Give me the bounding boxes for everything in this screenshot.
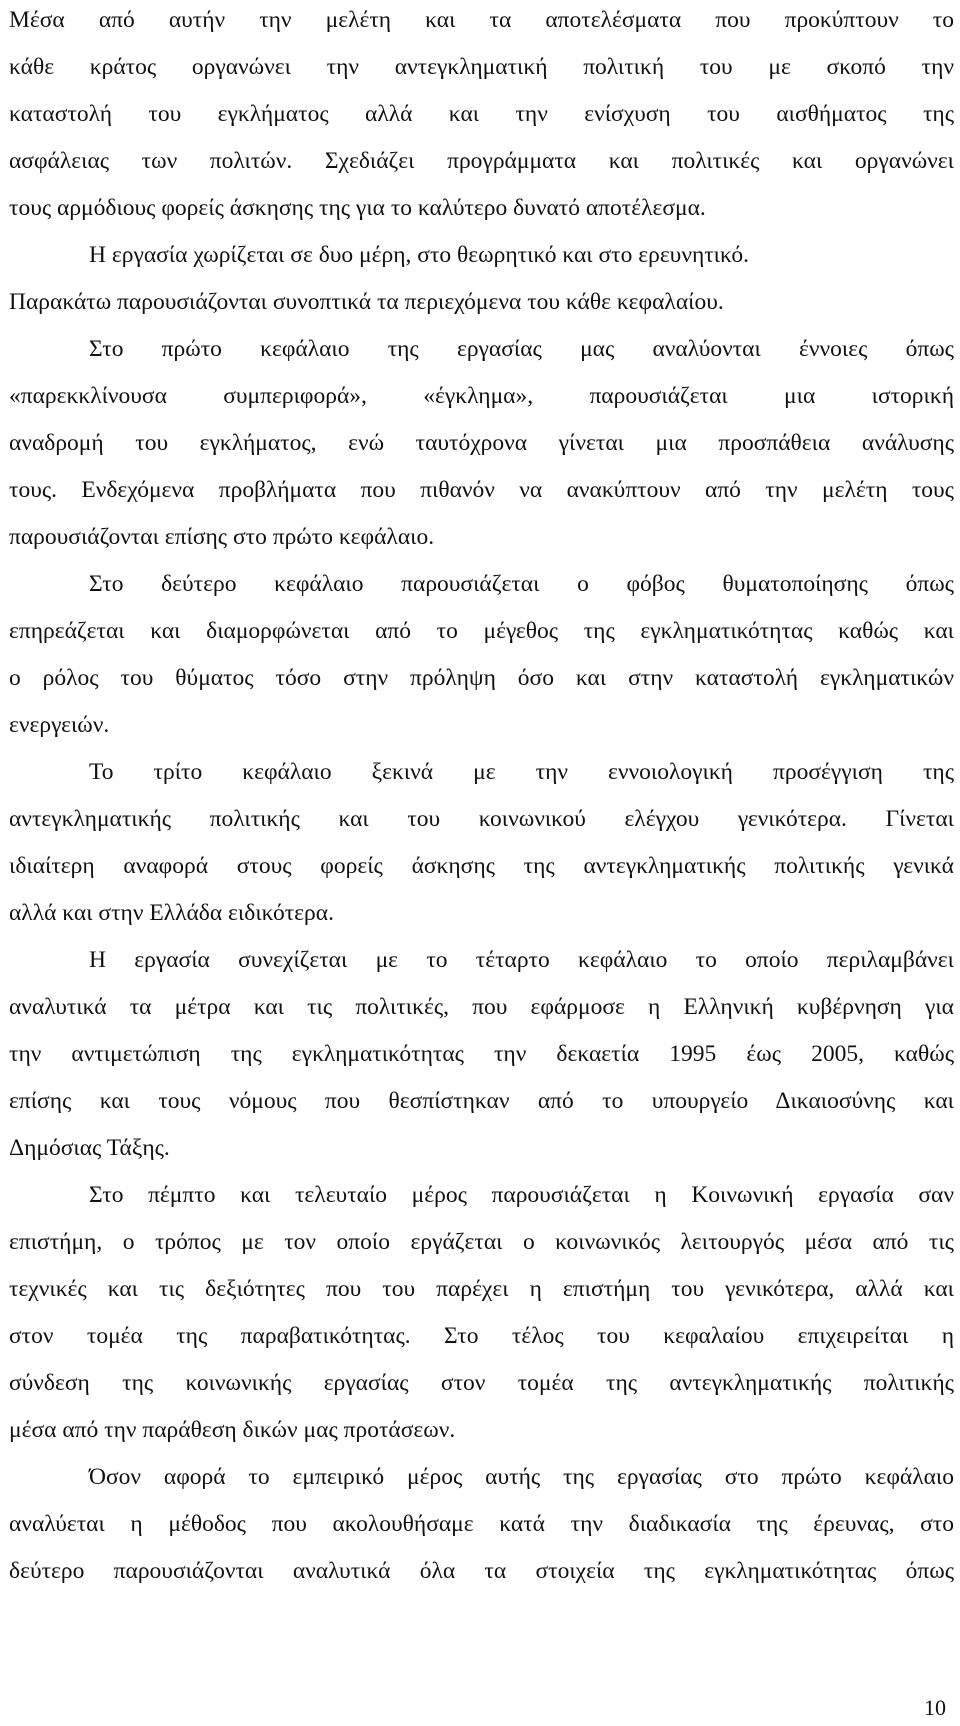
text-line: επηρεάζεται και διαμορφώνεται από το μέγεθος της εγκληματικότητας καθώς και bbox=[9, 618, 954, 644]
text-line: ασφάλειας των πολιτών. Σχεδιάζει προγράμματα και πολιτικές και οργανώνει bbox=[9, 148, 954, 174]
text-line: την αντιμετώπιση της εγκληματικότητας την δεκαετία 1995 έως 2005, καθώς bbox=[9, 1041, 954, 1067]
text-line: αλλά και στην Ελλάδα ειδικότερα. bbox=[9, 900, 334, 926]
text-line: Παρακάτω παρουσιάζονται συνοπτικά τα περιεχόμενα του κάθε κεφαλαίου. bbox=[9, 289, 724, 315]
text-line: σύνδεση της κοινωνικής εργασίας στον τομέα της αντεγκληματικής πολιτικής bbox=[9, 1370, 954, 1396]
text-line: δεύτερο παρουσιάζονται αναλυτικά όλα τα στοιχεία της εγκληματικότητας όπως bbox=[9, 1558, 954, 1584]
text-line: κάθε κράτος οργανώνει την αντεγκληματική πολιτική του με σκοπό την bbox=[9, 54, 954, 80]
text-line: ενεργειών. bbox=[9, 712, 110, 738]
text-line: Στο δεύτερο κεφάλαιο παρουσιάζεται ο φόβος θυματοποίησης όπως bbox=[89, 571, 954, 597]
text-line: επίσης και τους νόμους που θεσπίστηκαν από το υπουργείο Δικαιοσύνης και bbox=[9, 1088, 954, 1114]
text-line: τεχνικές και τις δεξιότητες που του παρέχει η επιστήμη του γενικότερα, αλλά και bbox=[9, 1276, 954, 1302]
text-line: «παρεκκλίνουσα συμπεριφορά», «έγκλημα», παρουσιάζεται μια ιστορική bbox=[9, 383, 954, 409]
text-line: τους. Ενδεχόμενα προβλήματα που πιθανόν να ανακύπτουν από την μελέτη τους bbox=[9, 477, 954, 503]
text-line: Δημόσιας Τάξης. bbox=[9, 1135, 170, 1161]
text-line: αντεγκληματικής πολιτικής και του κοινωνικού ελέγχου γενικότερα. Γίνεται bbox=[9, 806, 954, 832]
text-line: αναλυτικά τα μέτρα και τις πολιτικές, που εφάρμοσε η Ελληνική κυβέρνηση για bbox=[9, 994, 954, 1020]
text-line: καταστολή του εγκλήματος αλλά και την ενίσχυση του αισθήματος της bbox=[9, 101, 954, 127]
text-line: τους αρμόδιους φορείς άσκησης της για το καλύτερο δυνατό αποτέλεσμα. bbox=[9, 195, 706, 221]
page-number: 10 bbox=[924, 1695, 946, 1720]
text-line: παρουσιάζονται επίσης στο πρώτο κεφάλαιο. bbox=[9, 524, 435, 550]
text-line: Η εργασία χωρίζεται σε δυο μέρη, στο θεωρητικό και στο ερευνητικό. bbox=[89, 242, 749, 268]
text-line: ο ρόλος του θύματος τόσο στην πρόληψη όσο και στην καταστολή εγκληματικών bbox=[9, 665, 954, 691]
text-line: επιστήμη, ο τρόπος με τον οποίο εργάζεται ο κοινωνικός λειτουργός μέσα από τις bbox=[9, 1229, 954, 1255]
text-line: Στο πρώτο κεφάλαιο της εργασίας μας αναλύονται έννοιες όπως bbox=[89, 336, 954, 362]
text-line: Στο πέμπτο και τελευταίο μέρος παρουσιάζεται η Κοινωνική εργασία σαν bbox=[89, 1182, 954, 1208]
text-line: ιδιαίτερη αναφορά στους φορείς άσκησης της αντεγκληματικής πολιτικής γενικά bbox=[9, 853, 954, 879]
text-line: Η εργασία συνεχίζεται με το τέταρτο κεφάλαιο το οποίο περιλαμβάνει bbox=[89, 947, 954, 973]
text-line: αναλύεται η μέθοδος που ακολουθήσαμε κατά την διαδικασία της έρευνας, στο bbox=[9, 1511, 954, 1537]
text-line: αναδρομή του εγκλήματος, ενώ ταυτόχρονα γίνεται μια προσπάθεια ανάλυσης bbox=[9, 430, 954, 456]
text-line: Όσον αφορά το εμπειρικό μέρος αυτής της εργασίας στο πρώτο κεφάλαιο bbox=[89, 1464, 954, 1490]
text-line: στον τομέα της παραβατικότητας. Στο τέλος του κεφαλαίου επιχειρείται η bbox=[9, 1323, 954, 1349]
text-line: Το τρίτο κεφάλαιο ξεκινά με την εννοιολογική προσέγγιση της bbox=[89, 759, 954, 785]
text-line: Μέσα από αυτήν την μελέτη και τα αποτελέσματα που προκύπτουν το bbox=[9, 7, 954, 33]
text-line: μέσα από την παράθεση δικών μας προτάσεων. bbox=[9, 1417, 456, 1443]
